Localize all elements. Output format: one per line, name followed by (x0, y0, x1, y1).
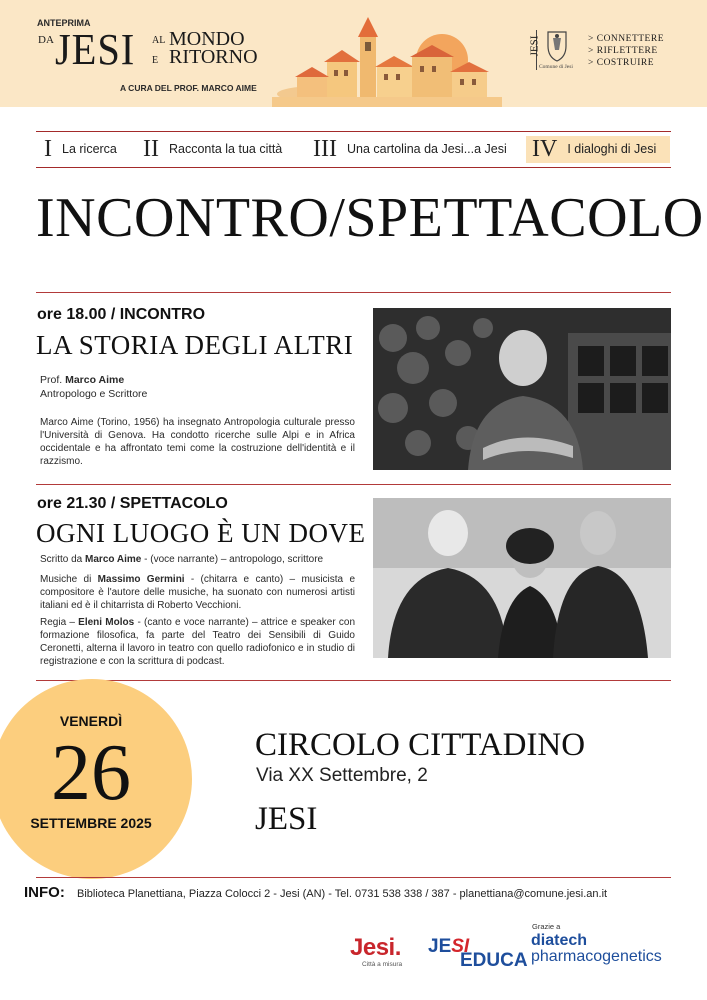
group-photo-icon (373, 498, 671, 658)
event2-credit-writer (40, 553, 355, 566)
credit-prefix: Regia – (40, 617, 79, 628)
credit-prefix: Scritto da (40, 554, 86, 565)
nav-bottom-rule (36, 167, 671, 168)
nav-label: Una cartolina da Jesi...a Jesi (346, 142, 507, 156)
date-day: 26 (51, 729, 131, 817)
credit-prefix: Musiche di (40, 574, 98, 585)
section-rule (36, 877, 671, 878)
jesi-logotype: JESI (55, 25, 136, 74)
info-label: INFO: (24, 884, 65, 901)
credit-text: - (chitarra e canto) – musicista e compositore è l'autore delle musiche, ha suonato con numerosi artisti italiani ed è il chitarrista di Roberto Vecchioni. (40, 574, 356, 611)
event2-time: ore 21.30 / SPETTACOLO (37, 495, 228, 512)
da-label: DA (38, 34, 54, 46)
diatech-logo-sub: pharmacogenetics (531, 948, 662, 965)
nav-number: II (143, 135, 159, 162)
jesieduca-part: SI (451, 936, 470, 957)
section-rule (36, 680, 671, 681)
credit-name: Eleni Molos (78, 617, 135, 628)
credit-name: Massimo Germini (97, 574, 185, 585)
nav-item-ricerca[interactable] (44, 135, 117, 163)
nav-top-rule (36, 131, 671, 132)
date-weekday: VENERDÌ (59, 713, 123, 729)
event1-bio: Marco Aime (Torino, 1956) ha insegnato Antropologia culturale presso l'Università di Genova. Ha condotto ricerche sulle Alpi e in Africa occidentale e ha affrontato temi come la costruzione dell'identità e il razzismo. (40, 417, 355, 467)
venue-address: Via XX Settembre, 2 (256, 765, 428, 786)
event1-time: ore 18.00 / INCONTRO (37, 306, 206, 323)
nav-item-cartolina[interactable] (313, 135, 507, 163)
date-month-year: SETTEMBRE 2025 (30, 815, 152, 831)
ritorno-label: RITORNO (169, 46, 258, 68)
motto-line: > CONNETTERE (588, 34, 665, 44)
section-rule (36, 292, 671, 293)
nav-label: I dialoghi di Jesi (567, 142, 657, 156)
jesieduca-educa: EDUCA (460, 950, 528, 971)
credit-text: - (voce narrante) – antropologo, scrittore (141, 554, 324, 565)
event2-title: OGNI LUOGO È UN DOVE (36, 518, 366, 548)
nav-label: Racconta la tua città (168, 142, 283, 156)
nav-label: La ricerca (62, 142, 117, 156)
event1-photo (373, 308, 671, 470)
comune-logo-text: JESI (528, 35, 541, 57)
event2-credit-music (40, 573, 355, 612)
venue-name: CIRCOLO CITTADINO (255, 727, 586, 763)
town-illustration-icon (272, 12, 502, 107)
mondo-label: MONDO (169, 28, 245, 50)
main-title: INCONTRO/SPETTACOLO (36, 187, 704, 249)
nav-number: III (313, 135, 337, 162)
coat-of-arms-icon (545, 28, 569, 62)
info-text: Biblioteca Planettiana, Piazza Colocci 2 - Jesi (AN) - Tel. 0731 538 338 / 387 - planettiana@comune.jesi.an.it (77, 888, 608, 900)
comune-caption: Comune di Jesi (539, 64, 573, 70)
curator-label: A CURA DEL PROF. MARCO AIME (120, 83, 257, 93)
event1-speaker (40, 374, 124, 387)
event2-credit-direction (40, 616, 355, 668)
speaker-prefix: Prof. (40, 374, 66, 386)
speaker-name: Marco Aime (65, 374, 125, 386)
motto-line: > COSTRUIRE (588, 58, 655, 68)
thanks-label: Grazie a (532, 922, 561, 931)
jesi-city-logo: Jesi. (350, 934, 401, 961)
diatech-logo: diatech (531, 932, 588, 949)
nav-number: I (44, 135, 52, 162)
jesieduca-part: JE (428, 936, 452, 957)
motto-block (588, 33, 664, 69)
event2-photo (373, 498, 671, 658)
nav-item-racconta[interactable] (143, 135, 282, 163)
event1-title: LA STORIA DEGLI ALTRI (36, 330, 354, 360)
section-rule (36, 484, 671, 485)
e-label: E (152, 55, 159, 66)
nav-number: IV (532, 135, 558, 162)
motto-line: > RIFLETTERE (588, 46, 658, 56)
credit-text: - (canto e voce narrante) – attrice e speaker con formazione filosofica, fa parte del Teatro dei Sensibili di Guido Ceronetti, alterna il lavoro in teatro con quello radiofonico e in studio di registrazione e con la scrittura di podcast. (40, 617, 356, 667)
anteprima-label: ANTEPRIMA (37, 18, 91, 28)
header-banner (0, 0, 707, 107)
credit-name: Marco Aime (85, 554, 142, 565)
venue-city: JESI (255, 801, 318, 837)
nav-item-dialoghi[interactable] (532, 135, 656, 163)
al-label: AL (152, 35, 166, 46)
jesi-city-tagline: Città a misura (362, 961, 403, 968)
portrait-photo-icon (373, 308, 671, 470)
event1-speaker-role: Antropologo e Scrittore (40, 388, 148, 400)
